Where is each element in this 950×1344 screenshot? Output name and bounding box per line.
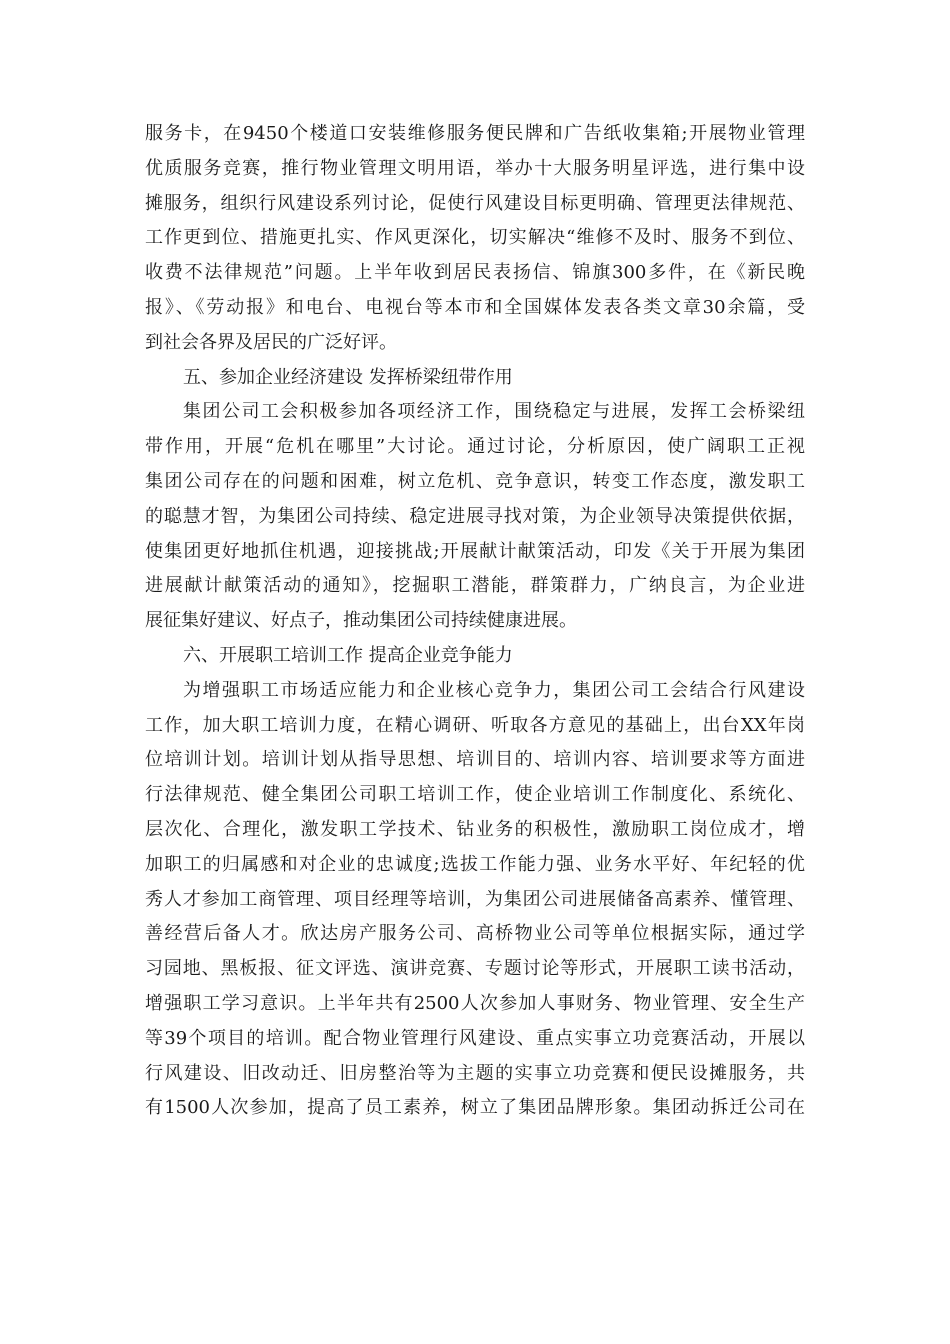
text-line: 优质服务竞赛，推行物业管理文明用语，举办十大服务明星评选，进行集中设 bbox=[145, 157, 805, 179]
text-line: 秀人才参加工商管理、项目经理等培训，为集团公司进展储备高素养、懂管理、 bbox=[145, 888, 805, 910]
text-line: 行风建设、旧改动迁、旧房整治等为主题的实事立功竞赛和便民设摊服务，共 bbox=[145, 1062, 805, 1084]
text-line: 集团公司工会积极参加各项经济工作，围绕稳定与进展，发挥工会桥梁纽 bbox=[183, 401, 805, 423]
text-line: 增强职工学习意识。上半年共有2500人次参加人事财务、物业管理、安全生产 bbox=[145, 992, 805, 1014]
text-line: 工作更到位、措施更扎实、作风更深化，切实解决“维修不及时、服务不到位、 bbox=[145, 227, 805, 249]
text-line: 集团公司存在的问题和困难，树立危机、竞争意识，转变工作态度，激发职工 bbox=[145, 470, 805, 492]
section-five bbox=[145, 361, 805, 639]
paragraph-continuation bbox=[145, 117, 805, 361]
text-line: 工作，加大职工培训力度，在精心调研、听取各方意见的基础上，出台XX年岗 bbox=[145, 714, 805, 736]
text-line: 收费不法律规范”问题。上半年收到居民表扬信、锦旗300多件，在《新民晚 bbox=[145, 262, 805, 284]
section-heading: 五、参加企业经济建设 发挥桥梁纽带作用 bbox=[183, 366, 513, 388]
text-line: 有1500人次参加，提高了员工素养，树立了集团品牌形象。集团动拆迁公司在 bbox=[145, 1097, 805, 1119]
text-line: 展征集好建议、好点子，推动集团公司持续健康进展。 bbox=[145, 610, 577, 632]
text-line: 摊服务，组织行风建设系列讨论，促使行风建设目标更明确、管理更法律规范、 bbox=[145, 192, 805, 214]
section-six bbox=[145, 639, 805, 1126]
text-line: 加职工的归属感和对企业的忠诚度;选拔工作能力强、业务水平好、年纪轻的优 bbox=[145, 853, 805, 875]
document-page bbox=[145, 117, 805, 1126]
text-line: 位培训计划。培训计划从指导思想、培训目的、培训内容、培训要求等方面进 bbox=[145, 749, 805, 771]
text-line: 进展献计献策活动的通知》，挖掘职工潜能，群策群力，广纳良言，为企业进 bbox=[145, 575, 805, 597]
text-line: 带作用，开展“危机在哪里”大讨论。通过讨论，分析原因，使广阔职工正视 bbox=[145, 436, 805, 458]
text-line: 习园地、黑板报、征文评选、演讲竞赛、专题讨论等形式，开展职工读书活动， bbox=[145, 958, 805, 980]
section-heading: 六、开展职工培训工作 提高企业竞争能力 bbox=[183, 644, 513, 666]
text-line: 行法律规范、健全集团公司职工培训工作，使企业培训工作制度化、系统化、 bbox=[145, 784, 805, 806]
text-line: 善经营后备人才。欣达房产服务公司、高桥物业公司等单位根据实际，通过学 bbox=[145, 923, 805, 945]
text-line: 使集团更好地抓住机遇，迎接挑战;开展献计献策活动，印发《关于开展为集团 bbox=[145, 540, 805, 562]
text-line: 为增强职工市场适应能力和企业核心竞争力，集团公司工会结合行风建设 bbox=[183, 679, 805, 701]
text-line: 等39个项目的培训。配合物业管理行风建设、重点实事立功竞赛活动，开展以 bbox=[145, 1027, 805, 1049]
text-line: 报》、《劳动报》和电台、电视台等本市和全国媒体发表各类文章30余篇，受 bbox=[145, 296, 805, 318]
text-line: 服务卡，在9450个楼道口安装维修服务便民牌和广告纸收集箱;开展物业管理 bbox=[145, 123, 805, 144]
text-line: 到社会各界及居民的广泛好评。 bbox=[145, 331, 397, 353]
text-line: 的聪慧才智，为集团公司持续、稳定进展寻找对策，为企业领导决策提供依据， bbox=[145, 505, 805, 527]
text-line: 层次化、合理化，激发职工学技术、钻业务的积极性，激励职工岗位成才，增 bbox=[145, 818, 805, 840]
